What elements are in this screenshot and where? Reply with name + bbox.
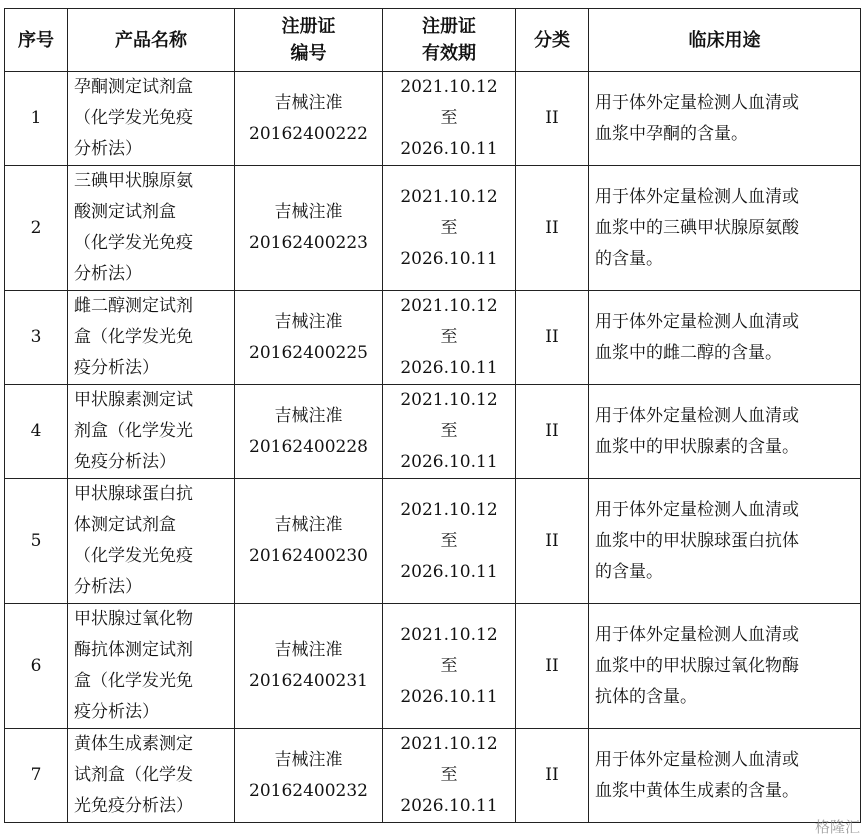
table-row bbox=[5, 291, 861, 385]
registration-prefix: 吉械注准 bbox=[274, 311, 343, 332]
clinical-use-line: 抗体的含量。 bbox=[595, 686, 697, 707]
validity-cell bbox=[383, 72, 516, 166]
registration-number-cell bbox=[235, 604, 383, 729]
product-name-line: 免疫分析法） bbox=[74, 452, 176, 472]
validity-end: 2026.10.11 bbox=[400, 686, 498, 707]
validity-start: 2021.10.12 bbox=[400, 499, 498, 520]
row-number-cell: 3 bbox=[5, 291, 68, 385]
classification-cell: II bbox=[516, 385, 589, 479]
product-name-line: 三碘甲状腺原氨 bbox=[74, 171, 193, 191]
validity-cell bbox=[383, 604, 516, 729]
clinical-use-line: 血浆中的甲状腺过氧化物酶 bbox=[595, 655, 799, 676]
header-reg bbox=[235, 9, 383, 72]
row-number-cell: 5 bbox=[5, 479, 68, 604]
clinical-use-line: 的含量。 bbox=[595, 248, 663, 269]
product-name-line: 疫分析法） bbox=[74, 358, 159, 378]
table-row bbox=[5, 604, 861, 729]
validity-separator: 至 bbox=[440, 217, 458, 238]
validity-end: 2026.10.11 bbox=[400, 452, 498, 472]
registration-number-cell bbox=[235, 729, 383, 823]
classification-cell: II bbox=[516, 72, 589, 166]
registration-number: 20162400230 bbox=[249, 546, 368, 566]
validity-end: 2026.10.11 bbox=[400, 358, 498, 378]
product-name-line: 光免疫分析法） bbox=[74, 796, 193, 816]
product-name-line: 甲状腺素测定试 bbox=[74, 390, 193, 410]
row-number-cell: 2 bbox=[5, 166, 68, 291]
clinical-use-line: 用于体外定量检测人血清或 bbox=[595, 405, 799, 426]
product-name-line: 试剂盒（化学发 bbox=[74, 765, 193, 785]
product-registration-table bbox=[4, 8, 861, 823]
watermark-logo: 格隆汇 bbox=[814, 818, 860, 836]
clinical-use-cell bbox=[589, 166, 861, 291]
clinical-use-cell bbox=[589, 479, 861, 604]
product-name-cell bbox=[68, 72, 235, 166]
validity-separator: 至 bbox=[440, 108, 458, 128]
table-body bbox=[5, 72, 861, 823]
product-name-line: 雌二醇测定试剂 bbox=[74, 296, 193, 316]
row-number-cell: 4 bbox=[5, 385, 68, 479]
clinical-use-line: 血浆中的甲状腺素的含量。 bbox=[595, 436, 799, 457]
product-name-line: 酶抗体测定试剂 bbox=[74, 640, 193, 660]
validity-separator: 至 bbox=[440, 655, 458, 676]
row-number-cell: 6 bbox=[5, 604, 68, 729]
header-use: 临床用途 bbox=[589, 9, 861, 72]
product-name-line: 分析法） bbox=[74, 139, 142, 159]
row-number-cell: 7 bbox=[5, 729, 68, 823]
header-validity bbox=[383, 9, 516, 72]
classification-cell: II bbox=[516, 729, 589, 823]
validity-start: 2021.10.12 bbox=[400, 624, 498, 645]
validity-cell bbox=[383, 166, 516, 291]
registration-number-cell bbox=[235, 166, 383, 291]
clinical-use-line: 用于体外定量检测人血清或 bbox=[595, 749, 799, 770]
clinical-use-cell bbox=[589, 604, 861, 729]
product-name-cell bbox=[68, 604, 235, 729]
product-name-line: （化学发光免疫 bbox=[74, 233, 193, 253]
clinical-use-line: 用于体外定量检测人血清或 bbox=[595, 499, 799, 520]
clinical-use-cell bbox=[589, 729, 861, 823]
clinical-use-line: 血浆中的三碘甲状腺原氨酸 bbox=[595, 217, 799, 238]
product-name-line: 孕酮测定试剂盒 bbox=[74, 77, 193, 97]
product-name-line: 盒（化学发光免 bbox=[74, 327, 193, 347]
product-name-line: 剂盒（化学发光 bbox=[74, 421, 193, 441]
registration-prefix: 吉械注准 bbox=[274, 92, 343, 113]
clinical-use-line: 用于体外定量检测人血清或 bbox=[595, 92, 799, 113]
registration-prefix: 吉械注准 bbox=[274, 515, 343, 535]
validity-end: 2026.10.11 bbox=[400, 139, 498, 159]
clinical-use-line: 用于体外定量检测人血清或 bbox=[595, 311, 799, 332]
clinical-use-line: 血浆中的甲状腺球蛋白抗体 bbox=[595, 530, 799, 551]
validity-cell bbox=[383, 479, 516, 604]
table-row bbox=[5, 166, 861, 291]
product-name-line: 甲状腺过氧化物 bbox=[74, 609, 193, 629]
product-name-line: 酸测定试剂盒 bbox=[74, 202, 176, 222]
product-name-line: 分析法） bbox=[74, 264, 142, 284]
validity-cell bbox=[383, 385, 516, 479]
validity-start: 2021.10.12 bbox=[400, 390, 498, 410]
header-validity-line2: 有效期 bbox=[422, 43, 476, 64]
row-number-cell: 1 bbox=[5, 72, 68, 166]
validity-start: 2021.10.12 bbox=[400, 296, 498, 316]
clinical-use-line: 用于体外定量检测人血清或 bbox=[595, 186, 799, 207]
clinical-use-line: 血浆中孕酮的含量。 bbox=[595, 123, 748, 144]
clinical-use-cell bbox=[589, 385, 861, 479]
header-reg-line1: 注册证 bbox=[281, 16, 336, 37]
registration-prefix: 吉械注准 bbox=[274, 640, 343, 660]
product-name-cell bbox=[68, 385, 235, 479]
product-name-cell bbox=[68, 479, 235, 604]
registration-number: 20162400231 bbox=[249, 671, 368, 691]
registration-number-cell bbox=[235, 72, 383, 166]
header-row bbox=[5, 9, 861, 72]
classification-cell: II bbox=[516, 291, 589, 385]
clinical-use-cell bbox=[589, 291, 861, 385]
table-row bbox=[5, 72, 861, 166]
validity-separator: 至 bbox=[440, 765, 458, 785]
product-name-cell bbox=[68, 166, 235, 291]
product-name-line: （化学发光免疫 bbox=[74, 546, 193, 566]
validity-separator: 至 bbox=[440, 327, 458, 347]
registration-number: 20162400228 bbox=[249, 436, 368, 457]
clinical-use-line: 血浆中黄体生成素的含量。 bbox=[595, 780, 799, 801]
header-name: 产品名称 bbox=[68, 9, 235, 72]
clinical-use-line: 用于体外定量检测人血清或 bbox=[595, 624, 799, 645]
clinical-use-line: 血浆中的雌二醇的含量。 bbox=[595, 342, 782, 363]
table-row bbox=[5, 729, 861, 823]
header-reg-line2: 编号 bbox=[290, 43, 327, 64]
product-name-line: 分析法） bbox=[74, 577, 142, 597]
registration-prefix: 吉械注准 bbox=[274, 749, 343, 770]
registration-number: 20162400222 bbox=[249, 123, 368, 144]
registration-number-cell bbox=[235, 291, 383, 385]
classification-cell: II bbox=[516, 166, 589, 291]
product-name-cell bbox=[68, 291, 235, 385]
validity-start: 2021.10.12 bbox=[400, 734, 498, 754]
header-class: 分类 bbox=[516, 9, 589, 72]
product-name-line: （化学发光免疫 bbox=[74, 108, 193, 128]
classification-cell: II bbox=[516, 479, 589, 604]
registration-number-cell bbox=[235, 385, 383, 479]
table-row bbox=[5, 385, 861, 479]
validity-separator: 至 bbox=[440, 530, 458, 551]
validity-separator: 至 bbox=[440, 421, 458, 441]
registration-number: 20162400225 bbox=[249, 342, 368, 363]
product-name-line: 甲状腺球蛋白抗 bbox=[74, 484, 193, 504]
registration-number: 20162400223 bbox=[249, 233, 368, 253]
header-validity-line1: 注册证 bbox=[422, 16, 476, 37]
validity-start: 2021.10.12 bbox=[400, 77, 498, 97]
registration-prefix: 吉械注准 bbox=[274, 202, 343, 222]
validity-end: 2026.10.11 bbox=[400, 796, 498, 816]
header-no: 序号 bbox=[5, 9, 68, 72]
validity-cell bbox=[383, 291, 516, 385]
validity-cell bbox=[383, 729, 516, 823]
product-name-line: 疫分析法） bbox=[74, 702, 159, 722]
product-name-cell bbox=[68, 729, 235, 823]
clinical-use-cell bbox=[589, 72, 861, 166]
registration-number-cell bbox=[235, 479, 383, 604]
classification-cell: II bbox=[516, 604, 589, 729]
product-name-line: 黄体生成素测定 bbox=[74, 734, 193, 754]
registration-number: 20162400232 bbox=[249, 780, 368, 801]
validity-start: 2021.10.12 bbox=[400, 186, 498, 207]
product-name-line: 盒（化学发光免 bbox=[74, 671, 193, 691]
clinical-use-line: 的含量。 bbox=[595, 561, 663, 582]
registration-prefix: 吉械注准 bbox=[274, 405, 343, 426]
validity-end: 2026.10.11 bbox=[400, 248, 498, 269]
validity-end: 2026.10.11 bbox=[400, 561, 498, 582]
table-row bbox=[5, 479, 861, 604]
product-name-line: 体测定试剂盒 bbox=[74, 515, 176, 535]
